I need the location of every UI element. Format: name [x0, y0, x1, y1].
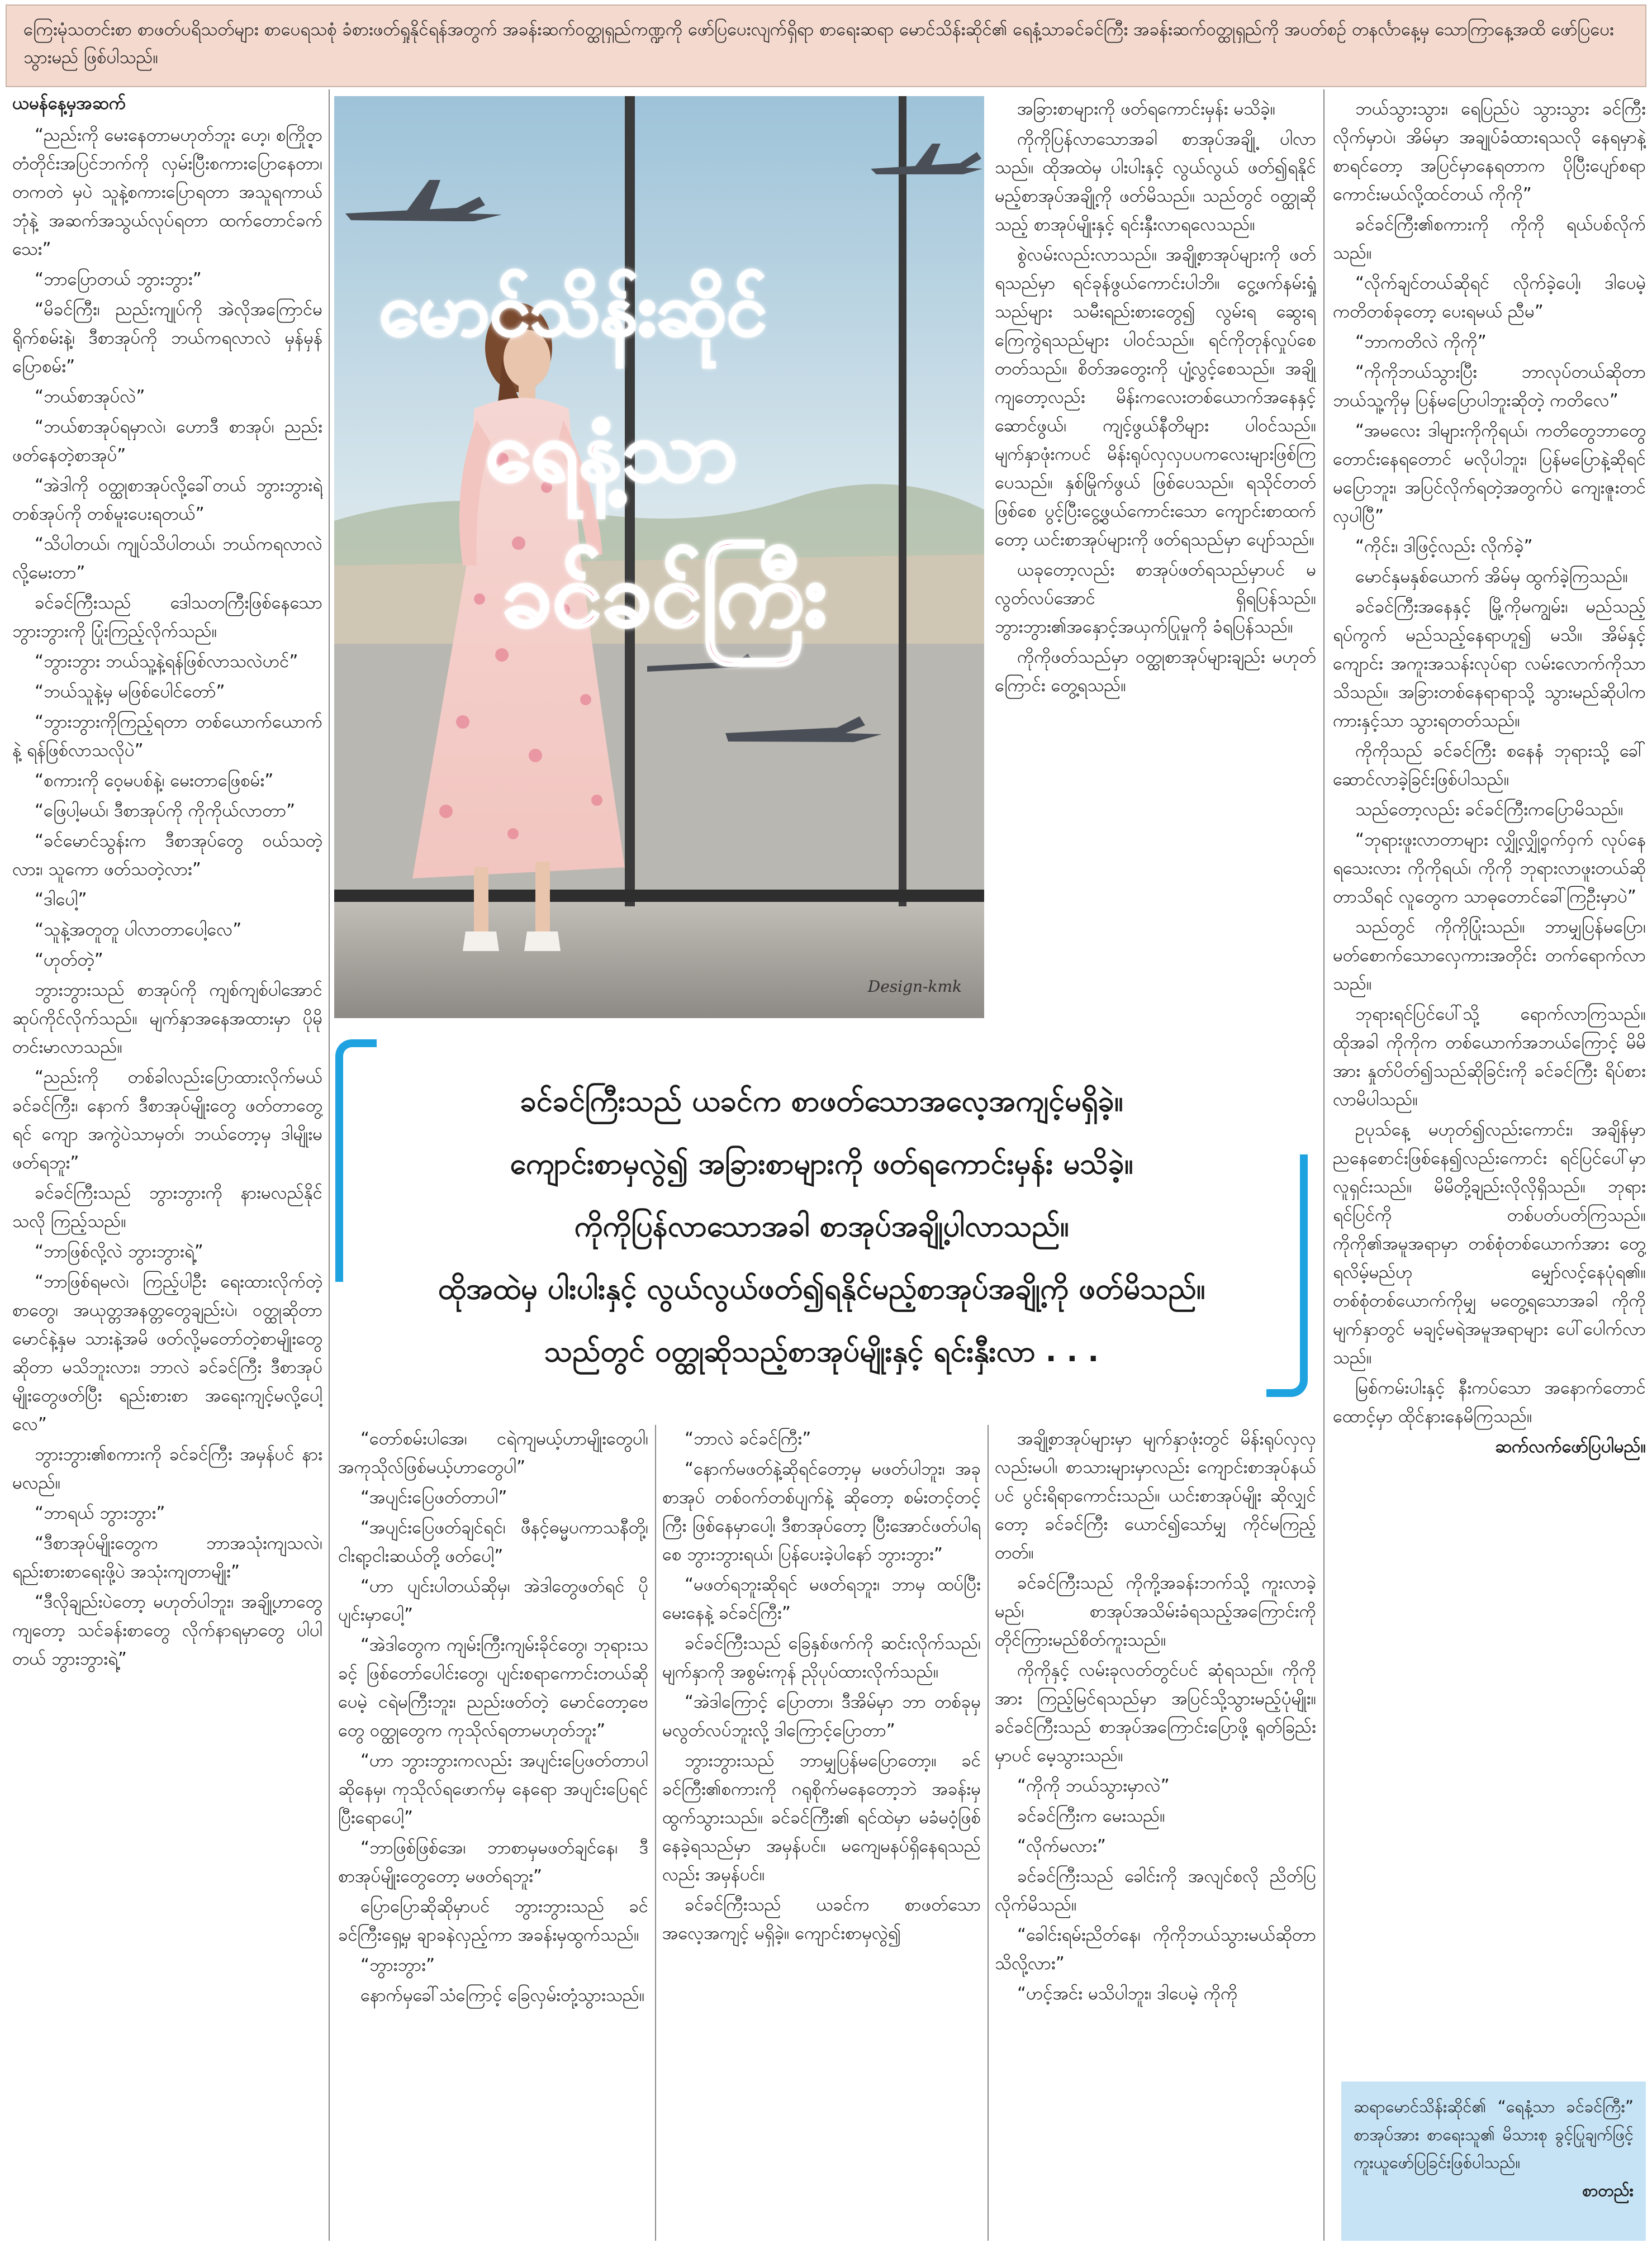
paragraph: ကိုကိုနှင့် လမ်းခုလတ်တွင်ပင် ဆုံရသည်။ ကိုကိုအား ကြည့်မြင်ရသည်မှာ အပြင်သို့သွားမည့်ပုံမျိုး။ ခင်ခင်ကြီးသည် စာအုပ်အကြောင်းပြောဖို့ ရုတ်ခြည်းမှာပင် မေ့သွားသည်။	[995, 1660, 1316, 1766]
paragraph: “စကားကို ဝေ့မပစ်နဲ့၊ မေးတာဖြေစမ်း”	[35, 771, 274, 791]
paragraph: “ဘွားဘွား”	[360, 1955, 435, 1975]
paragraph: “တော်စမ်းပါအေ၊ ငရဲကျမယ့်ဟာမျိုးတွေပါ၊ အကုသိုလ်ဖြစ်မယ့်ဟာတွေပါ”	[338, 1429, 648, 1477]
paragraph: “ဘယ်စာအုပ်လဲ”	[35, 387, 145, 407]
continued-heading: ယမန်နေ့မှအဆက်	[12, 93, 126, 113]
poster-author: မောင်သိန်းဆိုင်	[379, 267, 767, 352]
column-bottom-1-body	[338, 1425, 648, 2010]
paragraph: ခင်ခင်ကြီးအနေနှင့် မြို့ကိုမကျွမ်း၊ မည်သည့်ရပ်ကွက် မည်သည့်နေရာဟူ၍ မသိ။ အိမ်နှင့်ကျောင်း အကူးအသန်းလုပ်ရာ လမ်းလောက်ကိုသာ သိသည်။ အခြားတစ်နေရာရာသို့ သွားမည်ဆိုပါက ကားနှင့်သာ သွားရတတ်သည်။	[1333, 597, 1646, 731]
paragraph: ကိုကိုပြန်လာသောအခါ စာအုပ်အချို့ ပါလာသည်။ ထိုအထဲမှ ပါးပါးနှင့် လွယ်လွယ် ဖတ်၍ရနိုင်မည့်စာအုပ်အချို့ကို ဖတ်မိသည်။ သည်တွင် ဝတ္ထုဆိုသည့် စာအုပ်မျိုးနှင့် ရင်းနှီးလာရလေသည်။	[995, 129, 1316, 235]
paragraph: “ဘာဖြစ်ရမလဲ၊ ကြည့်ပါဦး ရေးထားလိုက်တဲ့ စာတွေ၊ အယုတ္တအနတ္တတွေချည်းပဲ၊ ဝတ္ထုဆိုတာ မောင်နဲ့နှမ သားနဲ့အမိ ဖတ်လို့မတော်တဲ့စာမျိုးတွေဆိုတာ မသိဘူးလား၊ ဘာလဲ ခင်ခင်ကြီး ဒီစာအုပ်မျိုးတွေဖတ်ပြီး ရည်းစားစာ အရေးကျင့်မလို့ပေါ့လေ”	[12, 1272, 322, 1434]
paragraph: “ဖြေပါ့မယ်၊ ဒီစာအုပ်ကို ကိုကိုယ်လာတာ”	[35, 801, 296, 821]
paragraph: “ကိုကို ဘယ်သွားမှာလဲ”	[1017, 1776, 1170, 1796]
pull-quote-lines	[363, 1070, 1280, 1383]
pull-quote	[335, 1039, 1308, 1408]
paragraph: “ဘာလဲ ခင်ခင်ကြီး”	[685, 1429, 811, 1449]
paragraph: ဘွားဘွားသည် ဘာမျှပြန်မပြောတော့။ ခင်ခင်ကြီး၏စကားကို ဂရုစိုက်မနေတော့ဘဲ အခန်းမှထွက်သွားသည်။ ခင်ခင်ကြီး၏ ရင်ထဲမှာ မခံမဝံ့ဖြစ်နေခဲ့ရသည်မှာ အမှန်ပင်။ မကျေမနပ်ရှိနေရသည်လည်း အမှန်ပင်။	[662, 1751, 981, 1885]
paragraph: “ခေါင်းရမ်းညိတ်နေ၊ ကိုကိုဘယ်သွားမယ်ဆိုတာ သိလို့လား”	[995, 1925, 1316, 1974]
paragraph: မောင်နှမနှစ်ယောက် အိမ်မှ ထွက်ခဲ့ကြသည်။	[1355, 567, 1628, 587]
paragraph: “ဒါပေါ့”	[35, 890, 87, 910]
editor-note	[1341, 2081, 1646, 2241]
column-bottom-2	[662, 1425, 981, 2235]
paragraph: ပြောပြောဆိုဆိုမှာပင် ဘွားဘွားသည် ခင်ခင်ကြီးရှေ့မှ ချာခနဲလှည့်ကာ အခန်းမှထွက်သည်။	[338, 1897, 648, 1945]
paragraph: “ဒီလိုချည်းပဲတော့ မဟုတ်ပါဘူး၊ အချို့ဟာတွေကျတော့ သင်ခန်းစာတွေ လိုက်နာရမှာတွေ ပါပါတယ် ဘွားဘွားရဲ့”	[12, 1592, 322, 1669]
paragraph: “ဘာဖြစ်ဖြစ်အေ၊ ဘာစာမှမဖတ်ချင်နေ၊ ဒီစာအုပ်မျိုးတွေတော့ မဖတ်ရဘူး”	[338, 1838, 648, 1886]
paragraph: “ဘွားဘွားကိုကြည့်ရတာ တစ်ယောက်ယောက်နဲ့ ရန်ဖြစ်လာသလိုပဲ”	[12, 712, 322, 761]
paragraph: “ဘာပြောတယ် ဘွားဘွား”	[35, 269, 202, 289]
paragraph: ဘုရားရင်ပြင်ပေါ်သို့ ရောက်လာကြသည်။ ထိုအခါ ကိုကိုက တစ်ယောက်အဘယ်ကြောင့် မိမိအား နှုတ်ပိတ်၍သည်ဆိုခြင်းကို ခင်ခင်ကြီး ရိပ်စားလာမိပါသည်။	[1333, 1004, 1646, 1110]
paragraph: ဘွားဘွားသည် စာအုပ်ကို ကျစ်ကျစ်ပါအောင်ဆုပ်ကိုင်လိုက်သည်။ မျက်နှာအနေအထားမှာ ပိုမိုတင်းမာလာသည်။	[12, 980, 322, 1057]
paragraph: ယခုတော့လည်း စာအုပ်ဖတ်ရသည်မှာပင် မလွတ်လပ်အောင် ရှိရပြန်သည်။ ဘွားဘွား၏အနှောင့်အယှက်ပြုမှုကို ခံရပြန်သည်။	[995, 560, 1316, 637]
column-bottom-3-body	[995, 1425, 1316, 2008]
paragraph: ကိုကိုသည် ခင်ခင်ကြီး စနေနံ ဘုရားသို့ ခေါ်ဆောင်လာခဲ့ခြင်းဖြစ်ပါသည်။	[1333, 741, 1646, 790]
paragraph: “ဘယ်သူနဲ့မှ မဖြစ်ပေါင်တော်”	[35, 682, 225, 702]
paragraph: နောက်မှခေါ်သံကြောင့် ခြေလှမ်းတုံ့သွားသည်။	[360, 1985, 645, 2005]
paragraph: ခင်ခင်ကြီးသည် ခြေနှစ်ဖက်ကို ဆင်းလိုက်သည်၊ မျက်နှာကို အစွမ်းကုန် ညိုပုပ်ထားလိုက်သည်။	[662, 1633, 981, 1682]
paragraph: ခင်ခင်ကြီးသည် ကိုကို့အခန်းဘက်သို့ ကူးလာခဲ့မည်၊ စာအုပ်အသိမ်းခံရသည့်အကြောင်းကို တိုင်ကြားမည်စိတ်ကူးသည်။	[995, 1573, 1316, 1650]
intro-box	[6, 4, 1646, 87]
paragraph: “လိုက်မလား”	[1017, 1836, 1106, 1856]
paragraph: “အဲဒါကို ဝတ္ထုစာအုပ်လို့ခေါ်တယ် ဘွားဘွားရဲ့ တစ်အုပ်ကို တစ်မူးပေးရတယ်”	[12, 476, 322, 524]
paragraph: “သူနဲ့အတူတူ ပါလာတာပေါ့လေ”	[35, 920, 242, 940]
paragraph: “ဘာရယ် ဘွားဘွား”	[35, 1503, 165, 1523]
paragraph: အခြားစာများကို ဖတ်ရကောင်းမှန်း မသိခဲ့။	[1017, 99, 1275, 119]
paragraph: “အပျင်းပြေဖတ်ချင်ရင်၊ ဖီနင့်ဓမ္မပကာသနီတို့၊ ငါးရာ့ငါးဆယ်တို့ ဖတ်ပေါ့”	[338, 1518, 648, 1566]
editor-note-credit: စာတည်း	[1582, 2181, 1634, 2200]
paragraph: “ညည်းကို မေးနေတာမဟုတ်ဘူး ဟေ့၊ စကြိုဝ္ဍာ တံတိုင်းအပြင်ဘက်ကို လှမ်းပြီးစကားပြောနေတာ၊ တကတဲ မှပဲ သူနဲ့စကားပြောရတာ အသူရကာယ်ဘုံနဲ့ အဆက်အသွယ်လုပ်ရတာ ထက်တောင်ခက်သေး”	[12, 125, 322, 259]
paragraph: ခင်ခင်ကြီး၏စကားကို ကိုကို ရယ်ပစ်လိုက်သည်။	[1333, 215, 1646, 263]
paragraph: ဘယ်သွားသွား၊ ရေပြည်ပဲ သွားသွား ခင်ကြီးလိုက်မှာပဲ၊ အိမ်မှာ အချုပ်ခံထားရသလို နေရမှာနဲ့စာရင်တော့ အပြင်မှာနေရတာက ပိုပြီးပျော်စရာကောင်းမယ်လို့ထင်တယ် ကိုကို”	[1333, 99, 1646, 205]
paragraph: “ဒီစာအုပ်မျိုးတွေက ဘာအသုံးကျသလဲ၊ ရည်းစားစာရေးဖို့ပဲ အသုံးကျတာမျိုး”	[12, 1533, 322, 1582]
paragraph: မြစ်ကမ်းပါးနှင့် နီးကပ်သော အနောက်တောင်ထောင့်မှာ ထိုင်နားနေမိကြသည်။	[1333, 1378, 1646, 1427]
paragraph: “အဲဒါကြောင့် ပြောတာ၊ ဒီအိမ်မှာ ဘာ တစ်ခုမှ မလွတ်လပ်ဘူးလို့ ဒါကြောင့်ပြောတာ”	[662, 1692, 981, 1741]
story-poster	[334, 96, 984, 1018]
column-right	[1333, 95, 1646, 2084]
column-divider	[655, 1425, 656, 2241]
column-center-right-upper-body	[995, 95, 1316, 700]
paragraph: “ဟုတ်တဲ့”	[35, 950, 103, 970]
paragraph: “ဘယ်စာအုပ်ရမှာလဲ၊ ဟောဒီ စာအုပ်၊ ညည်းဖတ်နေတဲ့စာအုပ်”	[12, 417, 322, 465]
paragraph: “ကိုကိုဘယ်သွားပြီး ဘာလုပ်တယ်ဆိုတာ ဘယ်သူ့ကိုမှ ပြန်မပြောပါဘူးဆိုတဲ့ ကတိလေ”	[1333, 362, 1646, 411]
paragraph: ခင်ခင်ကြီးသည် ဘွားဘွားကို နားမလည်နိုင်သလို ကြည့်သည်။	[12, 1183, 322, 1232]
column-bottom-1	[338, 1425, 648, 2235]
paragraph: “ညည်းကို တစ်ခါလည်းပြောထားလိုက်မယ် ခင်ခင်ကြီး၊ နောက် ဒီစာအုပ်မျိုးတွေ ဖတ်တာတွေ့ရင် ကျော အကွဲပဲသာမှတ်၊ ဘယ်တော့မှ ဒါမျိုးမဖတ်ရဘူး”	[12, 1067, 322, 1173]
paragraph: “ဘာကတိလဲ ကိုကို”	[1355, 332, 1487, 352]
paragraph: သည်တွင် ကိုကိုပြုံးသည်။ ဘာမျှပြန်မပြော၊ မတ်စောက်သောလှေကားအတိုင်း တက်ရောက်လာသည်။	[1333, 917, 1646, 994]
column-bottom-2-body	[662, 1425, 981, 1948]
paragraph: သည်တော့လည်း ခင်ခင်ကြီးကပြောမိသည်။	[1355, 800, 1623, 820]
paragraph: “မဖတ်ရဘူးဆိုရင် မဖတ်ရဘူး၊ ဘာမှ ထပ်ပြီးမေးနေနဲ့ ခင်ခင်ကြီး”	[662, 1575, 981, 1623]
column-right-body	[1333, 95, 1646, 1431]
paragraph: “အမလေး ဒါများကိုကိုရယ်၊ ကတိတွေဘာတွေ တောင်းနေရတောင် မလိုပါဘူး၊ ပြန်မပြောနဲ့ဆိုရင် မပြောဘူး၊ အပြင်လိုက်ရတဲ့အတွက်ပဲ ကျေးဇူးတင်လှပါပြီ”	[1333, 421, 1646, 526]
pull-quote-line: ခင်ခင်ကြီးသည် ယခင်က စာဖတ်သောအလေ့အကျင့်မရှိခဲ့။	[520, 1085, 1123, 1118]
poster-title-line1: ရေနံ့သာ	[485, 403, 738, 500]
paragraph: ဥပုသ်နေ့ မဟုတ်၍လည်းကောင်း၊ အချိန်မှာ ညနေစောင်းဖြစ်နေ၍လည်းကောင်း ရင်ပြင်ပေါ်မှာ လူရှင်းသည်။ မိမိတို့ချည်းလိုလိုရှိသည်။ ဘုရားရင်ပြင်ကို တစ်ပတ်ပတ်ကြသည်။ ကိုကို၏အမူအရာမှာ တစ်စုံတစ်ယောက်အား တွေ့ရလိမ့်မည်ဟု မျှော်လင့်နေပုံရ၏။ တစ်စုံတစ်ယောက်ကိုမျှ မတွေ့ရသောအခါ ကိုကိုမျက်နှာတွင် မချင့်မရဲအမူအရာများ ပေါ်ပေါက်လာသည်။	[1333, 1120, 1646, 1368]
paragraph: “အပျင်းပြေဖတ်တာပါ”	[360, 1487, 507, 1508]
column-bottom-3	[995, 1425, 1316, 2241]
paragraph: “ကိုင်း၊ ဒါဖြင့်လည်း လိုက်ခဲ့”	[1355, 536, 1533, 557]
paragraph: ခင်ခင်ကြီးသည် ခေါင်းကို အလျင်စလို ညိတ်ပြလိုက်မိသည်။	[995, 1866, 1316, 1915]
paragraph: “ဘုရားဖူးလာတာများ လျှို့လျှို့ဝှက်ဝှက် လုပ်နေရသေးလား ကိုကိုရယ်၊ ကိုကို ဘုရားလာဖူးတယ်ဆိုတာသိရင် လူတွေက သာဓုတောင်ခေါ်ကြဦးမှာပဲ”	[1333, 830, 1646, 907]
paragraph: စွဲလမ်းလည်းလာသည်။ အချို့စာအုပ်များကို ဖတ်ရသည်မှာ ရင်ခုန်ဖွယ်ကောင်းပါဘိ။ ငွေ့ဖက်နမ်းရှုံ့သည်များ သမီးရည်းစားတွေ၍ လွမ်းရ ဆွေးရ ကြေကွဲရသည်များ ပါဝင်သည်။ ရင်ကိုတုန်လှုပ်စေတတ်သည်။ စိတ်အတွေးကို ပျံ့လွင့်စေသည်။ အချို့ကျတော့လည်း မိန်းကလေးတစ်ယောက်အနေနှင့် ဆောင်ဖွယ်၊ ကျင့်ဖွယ်နီတိများ ပါဝင်သည်။ မျက်နှာဖုံးကပင် မိန်းရုပ်လှလှပပကလေးများဖြစ်ကြပေသည်။ နှစ်မြိုက်ဖွယ် ဖြစ်ပေသည်။ ရသိုင်တတ်ဖြစ်စေ ပွင့်ပြီးငွေ့ဖွယ်ကောင်းသော ကျောင်းစာထက်တော့ ယင်းစာအုပ်များကို ဖတ်ရသည်မှာ ပျော်သည်။	[995, 245, 1316, 550]
column-divider	[988, 1425, 989, 2241]
paragraph: ခင်ခင်ကြီးက မေးသည်။	[1017, 1806, 1165, 1826]
paragraph: “လိုက်ချင်တယ်ဆိုရင် လိုက်ခဲ့ပေါ့၊ ဒါပေမဲ့ ကတိတစ်ခုတော့ ပေးရမယ် ညီမ”	[1333, 273, 1646, 322]
editor-note-text: ဆရာမောင်သိန်းဆိုင်၏ “ရေနံ့သာ ခင်ခင်ကြီး” စာအုပ်အား စာရေးသူ၏ မိသားစု ခွင့်ပြုချက်ဖြင့် ကူးယူဖော်ပြခြင်းဖြစ်ပါသည်။	[1354, 2097, 1634, 2172]
paragraph: ကိုကိုဖတ်သည်မှာ ဝတ္ထုစာအုပ်များချည်း မဟုတ်ကြောင်း တွေ့ရသည်။	[995, 647, 1316, 696]
poster-title-line2: ခင်ခင်ကြီး	[502, 542, 827, 647]
to-be-continued: ဆက်လက်ဖော်ပြပါမည်။	[1495, 1437, 1646, 1457]
paragraph: ခင်ခင်ကြီးသည် ယခင်က စာဖတ်သော အလေ့အကျင့် မရှိခဲ့။ ကျောင်းစာမှလွဲ၍	[662, 1895, 981, 1943]
pull-quote-line: ထိုအထဲမှ ပါးပါးနှင့် လွယ်လွယ်ဖတ်၍ရနိုင်မည့်စာအုပ်အချို့ကို ဖတ်မိသည်။	[438, 1272, 1205, 1306]
pull-quote-line: သည်တွင် ဝတ္ထုဆိုသည့်စာအုပ်မျိုးနှင့် ရင်းနှီးလာ . . .	[544, 1335, 1099, 1368]
paragraph: အချို့စာအုပ်များမှာ မျက်နှာဖုံးတွင် မိန်းရုပ်လှလှလည်းမပါ၊ စာသားများမှာလည်း ကျောင်းစာအုပ်နယ်ပင် ပွင်းရိရာကောင်းသည်။ ယင်းစာအုပ်မျိုး ဆိုလျှင်တော့ ခင်ခင်ကြီး ယောင်၍သော်မျှ ကိုင်မကြည့်တတ်။	[995, 1429, 1316, 1563]
column-left-body	[12, 121, 322, 1674]
paragraph: ခင်ခင်ကြီးသည် ဒေါသတကြီးဖြစ်နေသောဘွားဘွားကို ပြုံးကြည့်လိုက်သည်။	[12, 593, 322, 641]
paragraph: “အဲဒါတွေက ကျမ်းကြီးကျမ်းခိုင်တွေ၊ ဘုရားသခင့် ဖြစ်တော်ပေါင်းတွေ၊ ပျင်းစရာကောင်းတယ်ဆိုပေမဲ့ ငရဲမကြီးဘူး၊ ညည်းဖတ်တဲ့ မောင်တော့ဗေတွေ ဝတ္ထုတွေက ကုသိုလ်ရတာမဟုတ်ဘူး”	[338, 1635, 648, 1741]
intro-text: ကြေးမုံသတင်းစာ စာဖတ်ပရိသတ်များ စာပေရသစုံ ခံစားဖတ်ရှုနိုင်ရန်အတွက် အခန်းဆက်ဝတ္ထုရှည်ကဏ္ဍကို ဖော်ပြပေးလျက်ရှိရာ စာရေးဆရာ မောင်သိန်းဆိုင်၏ ရေနံ့သာခင်ခင်ကြီး အခန်းဆက်ဝတ္ထုရှည်ကို အပတ်စဉ် တနင်္လာနေ့မှ သောကြာနေ့အထိ ဖော်ပြပေးသွားမည် ဖြစ်ပါသည်။	[23, 20, 1614, 68]
design-credit: Design-kmk	[867, 977, 962, 996]
paragraph: “ဘွားဘွား ဘယ်သူ့နဲ့ရန်ဖြစ်လာသလဲဟင်”	[35, 652, 298, 672]
paragraph: “ဟင့်အင်း မသိပါဘူး၊ ဒါပေမဲ့ ကိုကို	[1017, 1984, 1238, 2004]
column-left	[12, 89, 322, 2241]
pull-quote-line: ကျောင်းစာမှလွဲ၍ အခြားစာများကို ဖတ်ရကောင်းမှန်း မသိခဲ့။	[510, 1147, 1133, 1181]
paragraph: “ဟာ ပျင်းပါတယ်ဆိုမှ၊ အဲဒါတွေဖတ်ရင် ပိုပျင်းမှာပေါ့”	[338, 1576, 648, 1625]
paragraph: ဘွားဘွား၏စကားကို ခင်ခင်ကြီး အမှန်ပင် နားမလည်။	[12, 1444, 322, 1493]
column-divider	[329, 89, 330, 2241]
paragraph: “နောက်မဖတ်နဲ့ဆိုရင်တော့မှ မဖတ်ပါဘူး၊ အခု စာအုပ် တစ်ဝက်တစ်ပျက်နဲ့ ဆိုတော့ စမ်းတင့်တင့်ကြီး ဖြစ်နေမှာပေါ့၊ ဒီစာအုပ်တော့ ပြီးအောင်ဖတ်ပါရစေ ဘွားဘွားရယ်၊ ပြန်ပေးခဲ့ပါနော် ဘွားဘွား”	[662, 1459, 981, 1565]
column-center-right-upper	[995, 95, 1316, 1048]
paragraph: “ခင်မောင်သွန်းက ဒီစာအုပ်တွေ ဝယ်သတဲ့လား၊ သူကော ဖတ်သတဲ့လား”	[12, 831, 322, 880]
paragraph: “မိခင်ကြီး၊ ညည်းကျုပ်ကို အဲလိုအကြောင်မရိုက်စမ်းနဲ့၊ ဒီစာအုပ်ကို ဘယ်ကရလာလဲ မှန်မှန်ပြောစမ်း”	[12, 300, 322, 377]
column-divider	[1323, 89, 1325, 2241]
paragraph: “ဘာဖြစ်လို့လဲ ဘွားဘွားရဲ့”	[35, 1242, 203, 1262]
paragraph: “ဟာ ဘွားဘွားကလည်း အပျင်းပြေဖတ်တာပါဆိုနေမှ၊ ကုသိုလ်ရဖောက်မှ နေရော အပျင်းပြေရင်ပြီးရောပေါ့”	[338, 1751, 648, 1828]
pull-quote-line: ကိုကိုပြန်လာသောအခါ စာအုပ်အချို့ပါလာသည်။	[574, 1210, 1069, 1243]
paragraph: “သိပါတယ်၊ ကျုပ်သိပါတယ်၊ ဘယ်ကရလာလဲလို့မေးတာ”	[12, 534, 322, 583]
